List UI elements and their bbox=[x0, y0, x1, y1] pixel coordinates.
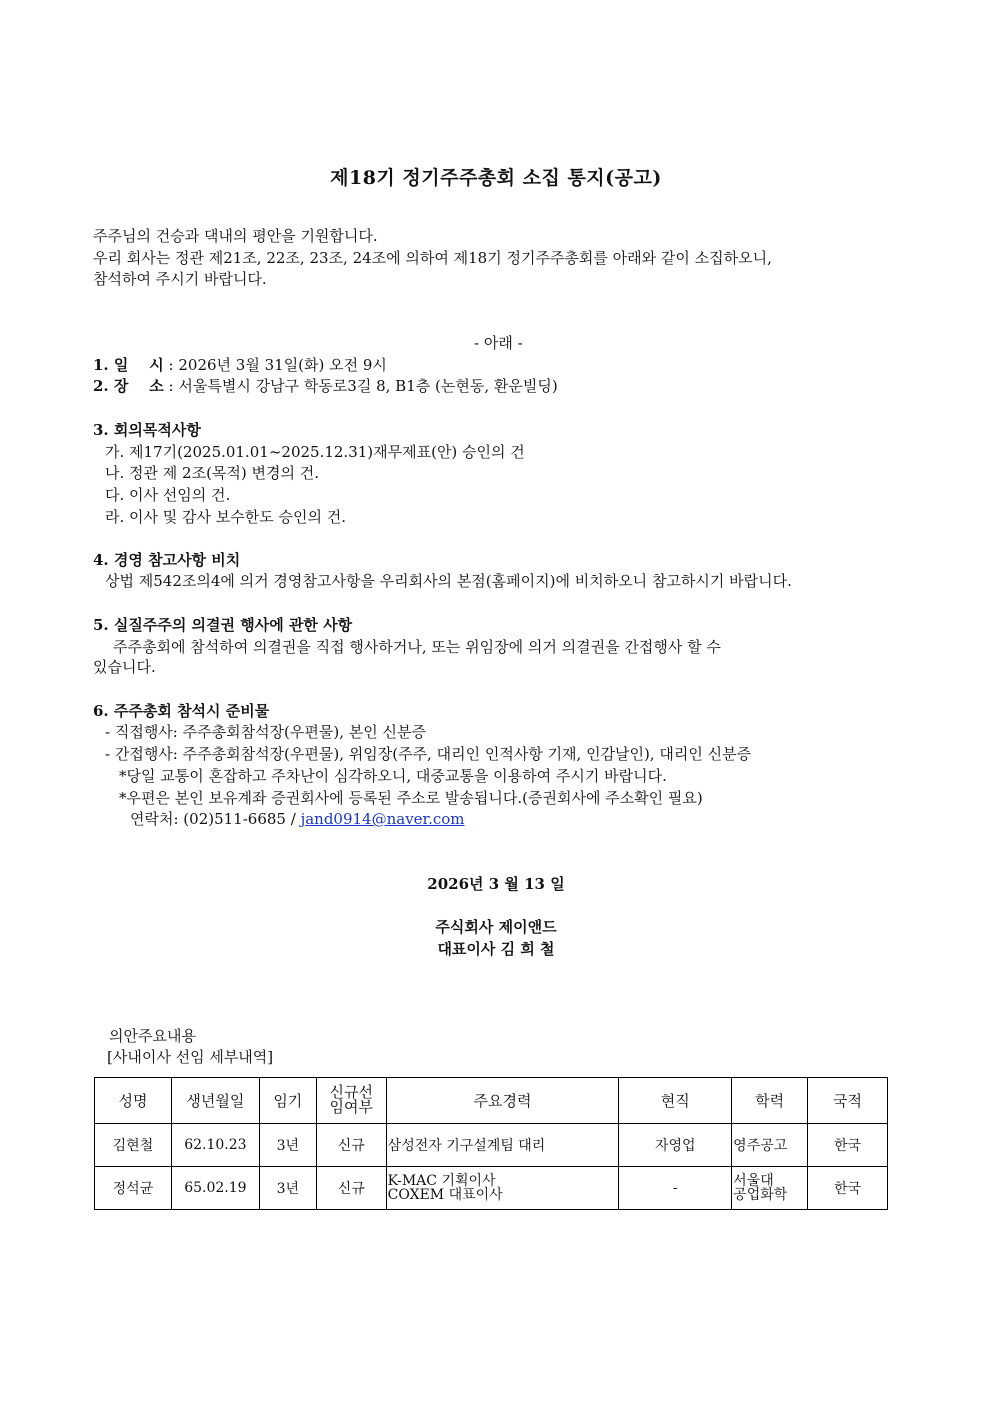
item-place-value: : 서울특별시 강남구 학동로3길 8, B1층 (논현동, 환운빌딩) bbox=[168, 377, 558, 395]
prep-note-traffic: *당일 교통이 혼잡하고 주차난이 심각하오니, 대중교통을 이용하여 주시기 바랍니다. bbox=[119, 767, 667, 785]
prep-proxy: - 간접행사: 주주총회참석장(우편물), 위임장(주주, 대리인 인적사항 기재, 인감날인), 대리인 신분증 bbox=[105, 745, 752, 763]
annex-subtitle: [사내이사 선임 세부내역] bbox=[107, 1048, 274, 1066]
row2-term: 3년 bbox=[259, 1167, 316, 1210]
row2-career-line1: K-MAC 기획이사 bbox=[387, 1172, 496, 1189]
header-term: 임기 bbox=[259, 1078, 316, 1124]
row1-current: 자영업 bbox=[619, 1124, 732, 1167]
row2-career-line2: COXEM 대표이사 bbox=[387, 1186, 503, 1203]
table-header-row bbox=[95, 1078, 888, 1124]
contact-email-link[interactable]: jand0914@naver.com bbox=[300, 810, 465, 828]
voting-heading: 5. 실질주주의 의결권 행사에 관한 사항 bbox=[93, 616, 353, 634]
prep-note-mail: *우편은 본인 보유계좌 증권회사에 등록된 주소로 발송됩니다.(증권회사에 주소확인 필요) bbox=[119, 789, 703, 807]
header-new-line2: 임여부 bbox=[329, 1098, 373, 1116]
greeting-line-3: 참석하여 주시기 바랍니다. bbox=[93, 270, 267, 288]
page-title: 제18기 정기주주총회 소집 통지(공고) bbox=[330, 167, 662, 189]
company-name: 주식회사 제이앤드 bbox=[435, 918, 557, 936]
prep-heading: 6. 주주총회 참석시 준비물 bbox=[93, 702, 270, 720]
item-place-label: 2. 장 소 bbox=[93, 377, 164, 395]
annex-title: 의안주요내용 bbox=[109, 1027, 196, 1045]
header-birth: 생년월일 bbox=[171, 1078, 259, 1124]
table-row bbox=[95, 1167, 888, 1210]
greeting-line-2: 우리 회사는 정관 제21조, 22조, 23조, 24조에 의하여 제18기 정기주주총회를 아래와 같이 소집하오니, bbox=[93, 249, 772, 267]
header-nation: 국적 bbox=[808, 1078, 888, 1124]
agenda-item-2: 나. 정관 제 2조(목적) 변경의 건. bbox=[105, 464, 320, 482]
header-new-line1: 신규선 bbox=[329, 1083, 373, 1101]
item-place bbox=[93, 376, 558, 396]
ceo-name: 대표이사 김 희 철 bbox=[437, 940, 555, 958]
below-marker: - 아래 - bbox=[474, 334, 523, 352]
agenda-heading: 3. 회의목적사항 bbox=[93, 421, 201, 439]
header-career: 주요경력 bbox=[386, 1078, 619, 1124]
agenda-item-3: 다. 이사 선임의 건. bbox=[105, 486, 231, 504]
row2-edu-line1: 서울대 bbox=[733, 1172, 774, 1189]
voting-text-1: 주주총회에 참석하여 의결권을 직접 행사하거나, 또는 위임장에 의거 의결권을 간접행사 할 수 bbox=[113, 638, 721, 656]
issue-date: 2026년 3 월 13 일 bbox=[427, 875, 565, 893]
row1-nation: 한국 bbox=[808, 1124, 888, 1167]
reference-text: 상법 제542조의4에 의거 경영참고사항을 우리회사의 본점(홈페이지)에 비치하오니 참고하시기 바랍니다. bbox=[105, 572, 792, 590]
header-current: 현직 bbox=[619, 1078, 732, 1124]
agenda-item-4: 라. 이사 및 감사 보수한도 승인의 건. bbox=[105, 508, 347, 526]
header-new bbox=[316, 1078, 386, 1124]
row1-career: 삼성전자 기구설계팀 대리 bbox=[386, 1124, 619, 1167]
agenda-item-1: 가. 제17기(2025.01.01~2025.12.31)재무제표(안) 승인의 건 bbox=[105, 443, 525, 461]
row2-edu bbox=[732, 1167, 808, 1210]
voting-text-2: 있습니다. bbox=[93, 658, 156, 676]
item-date bbox=[93, 355, 387, 375]
row2-nation: 한국 bbox=[808, 1167, 888, 1210]
header-name: 성명 bbox=[95, 1078, 172, 1124]
row1-term: 3년 bbox=[259, 1124, 316, 1167]
item-date-label: 1. 일 시 bbox=[93, 356, 164, 374]
item-date-value: : 2026년 3월 31일(화) 오전 9시 bbox=[168, 356, 387, 374]
row2-edu-line2: 공업화학 bbox=[733, 1186, 788, 1203]
row1-name: 김현철 bbox=[95, 1124, 172, 1167]
row2-career bbox=[386, 1167, 619, 1210]
row1-birth: 62.10.23 bbox=[171, 1124, 259, 1167]
contact-line bbox=[130, 809, 465, 829]
table-row bbox=[95, 1124, 888, 1167]
row1-edu: 영주공고 bbox=[732, 1124, 808, 1167]
director-table bbox=[94, 1077, 888, 1210]
header-edu: 학력 bbox=[732, 1078, 808, 1124]
row2-name: 정석균 bbox=[95, 1167, 172, 1210]
reference-heading: 4. 경영 참고사항 비치 bbox=[93, 551, 241, 569]
row2-birth: 65.02.19 bbox=[171, 1167, 259, 1210]
row2-current: - bbox=[619, 1167, 732, 1210]
contact-phone: 연락처: (02)511-6685 / bbox=[130, 810, 296, 828]
prep-direct: - 직접행사: 주주총회참석장(우편물), 본인 신분증 bbox=[105, 723, 426, 741]
greeting-line-1: 주주님의 건승과 댁내의 평안을 기원합니다. bbox=[93, 227, 378, 245]
row1-new: 신규 bbox=[316, 1124, 386, 1167]
row2-new: 신규 bbox=[316, 1167, 386, 1210]
